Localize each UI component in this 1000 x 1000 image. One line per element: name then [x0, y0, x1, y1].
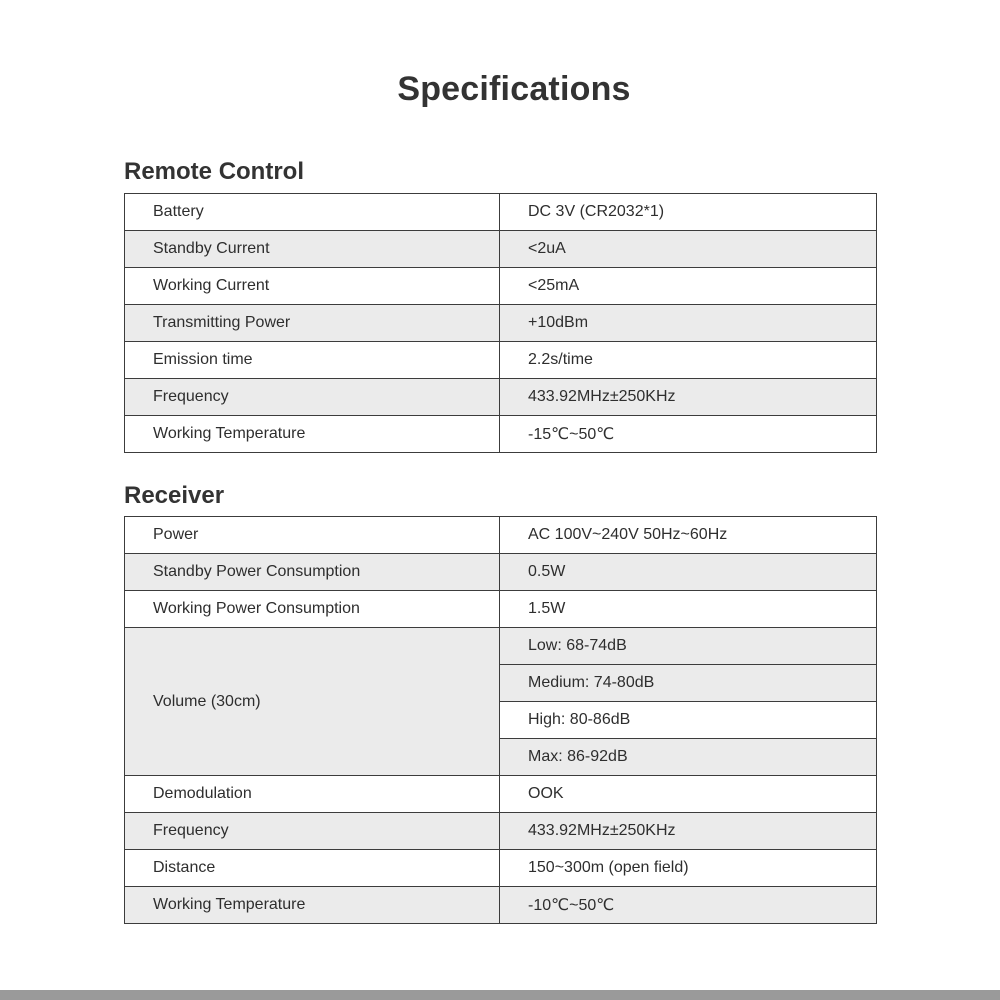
spec-value: AC 100V~240V 50Hz~60Hz	[500, 517, 877, 554]
spec-label: Working Current	[125, 268, 500, 305]
volume-level: Low: 68-74dB	[500, 628, 877, 665]
table-row	[125, 416, 877, 453]
receiver-spec-table	[124, 516, 877, 924]
table-row	[125, 268, 877, 305]
remote-control-heading: Remote Control	[124, 158, 304, 185]
table-row	[125, 554, 877, 591]
volume-level: High: 80-86dB	[500, 702, 877, 739]
spec-label: Power	[125, 517, 500, 554]
spec-label: Battery	[125, 194, 500, 231]
table-row	[125, 379, 877, 416]
spec-label: Working Temperature	[125, 416, 500, 453]
spec-value: DC 3V (CR2032*1)	[500, 194, 877, 231]
spec-value: 0.5W	[500, 554, 877, 591]
spec-label: Frequency	[125, 813, 500, 850]
spec-label: Distance	[125, 850, 500, 887]
spec-label: Demodulation	[125, 776, 500, 813]
spec-value: -10℃~50℃	[500, 887, 877, 924]
spec-label: Working Temperature	[125, 887, 500, 924]
remote-control-spec-table	[124, 193, 877, 453]
receiver-heading: Receiver	[124, 482, 225, 509]
spec-value: 433.92MHz±250KHz	[500, 379, 877, 416]
table-row	[125, 887, 877, 924]
spec-value: <25mA	[500, 268, 877, 305]
volume-level: Medium: 74-80dB	[500, 665, 877, 702]
spec-value: +10dBm	[500, 305, 877, 342]
page-title: Specifications	[397, 70, 631, 108]
spec-value: 1.5W	[500, 591, 877, 628]
spec-label: Working Power Consumption	[125, 591, 500, 628]
table-row	[125, 776, 877, 813]
table-row	[125, 813, 877, 850]
spec-value: -15℃~50℃	[500, 416, 877, 453]
table-row	[125, 305, 877, 342]
spec-value: OOK	[500, 776, 877, 813]
bottom-bar	[0, 990, 1000, 1000]
spec-label: Standby Power Consumption	[125, 554, 500, 591]
spec-value: 2.2s/time	[500, 342, 877, 379]
table-row	[125, 231, 877, 268]
spec-value: 433.92MHz±250KHz	[500, 813, 877, 850]
table-row	[125, 342, 877, 379]
table-row	[125, 517, 877, 554]
table-row	[125, 194, 877, 231]
spec-label: Emission time	[125, 342, 500, 379]
table-row	[125, 628, 877, 665]
spec-label: Transmitting Power	[125, 305, 500, 342]
table-row	[125, 591, 877, 628]
spec-value: <2uA	[500, 231, 877, 268]
volume-label: Volume (30cm)	[125, 628, 500, 776]
spec-label: Frequency	[125, 379, 500, 416]
volume-level: Max: 86-92dB	[500, 739, 877, 776]
table-row	[125, 850, 877, 887]
spec-label: Standby Current	[125, 231, 500, 268]
spec-value: 150~300m (open field)	[500, 850, 877, 887]
